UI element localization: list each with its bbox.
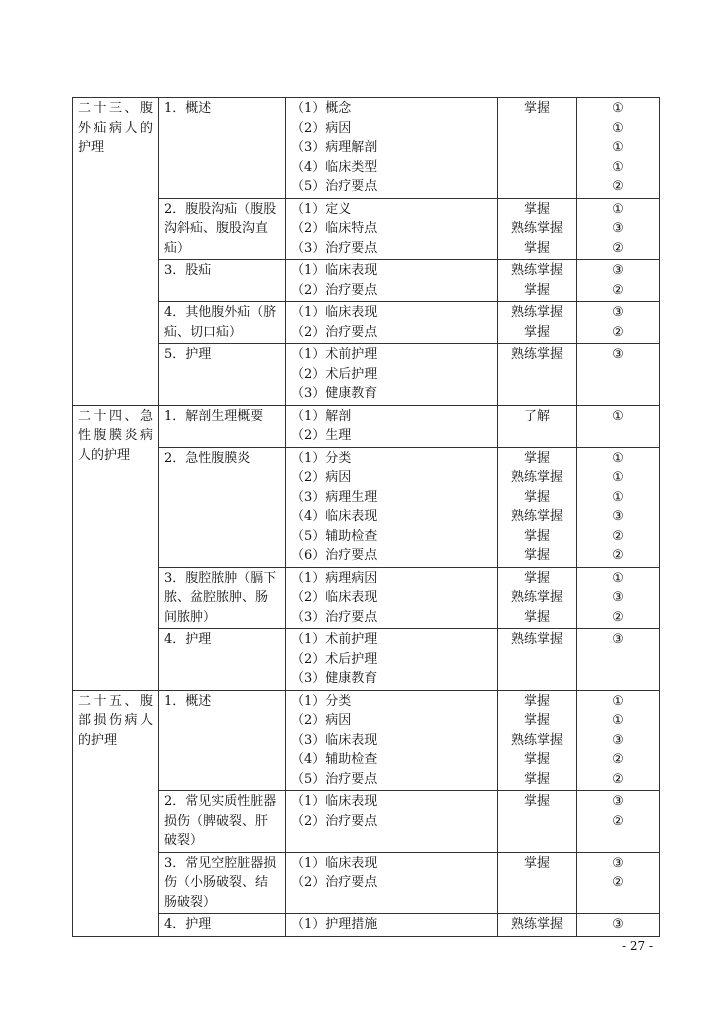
level-marker: ③ [612,855,624,871]
requirement-text: 掌握 [523,855,550,871]
level-marker: ① [612,713,624,728]
content-line: （2）治疗要点 [291,324,378,340]
requirement-text: 熟练掌握 [510,509,563,524]
level-marker: ① [612,140,624,155]
item-title: 1．概述 [159,690,286,791]
requirement-text: 熟练掌握 [510,732,563,748]
requirement-text: 熟练掌握 [510,632,563,647]
requirement-text: 掌握 [523,240,550,256]
content-line: （2）临床表现 [291,590,378,605]
level-marker: ① [612,159,624,175]
item-levels [577,447,660,567]
content-line: （1）临床表现 [291,305,378,320]
content-line: （3）病理解剖 [291,140,378,155]
item-title: 3．股疝 [159,260,286,302]
level-marker: ② [612,282,624,298]
level-marker: ② [612,609,624,625]
level-marker: ① [612,450,624,466]
item-contents [286,198,498,260]
item-levels [577,344,660,406]
content-line: （2）病因 [291,713,352,728]
content-line: （3）治疗要点 [291,240,378,256]
item-levels [577,629,660,691]
item-requirements [498,852,577,914]
item-levels [577,198,660,260]
requirement-text: 了解 [523,408,550,424]
item-title: 5．护理 [159,344,286,406]
level-marker: ① [612,470,624,485]
requirement-text: 熟练掌握 [510,590,563,605]
level-marker: ③ [612,263,624,278]
item-levels [577,260,660,302]
requirement-text: 掌握 [523,489,550,505]
item-levels [577,98,660,199]
level-marker: ① [612,408,624,424]
item-levels [577,852,660,914]
item-requirements [498,447,577,567]
item-title: 4．其他腹外疝（脐疝、切口疝） [159,302,286,344]
requirement-text: 熟练掌握 [510,917,563,932]
content-line: （3）治疗要点 [291,609,378,625]
requirement-text: 掌握 [523,450,550,466]
level-marker: ① [612,120,624,136]
level-marker: ③ [612,221,624,236]
requirement-text: 熟练掌握 [510,221,563,236]
item-contents [286,302,498,344]
item-title: 4．护理 [159,914,286,937]
item-title: 2．常见实质性脏器损伤（脾破裂、肝破裂） [159,791,286,853]
content-line: （2）术后护理 [291,366,378,382]
content-line: （3）病理生理 [291,489,378,505]
item-levels [577,914,660,937]
content-line: （1）病理病因 [291,570,378,586]
level-marker: ③ [612,347,624,362]
content-line: （2）病因 [291,470,352,485]
item-title: 1．概述 [159,98,286,199]
item-requirements [498,98,577,199]
requirement-text: 掌握 [523,713,550,728]
item-contents [286,690,498,791]
level-marker: ③ [612,917,624,932]
content-line: （2）病因 [291,120,352,136]
table-row [73,629,660,691]
unit-title: 二十三、腹外疝病人的护理 [73,98,159,406]
item-title: 4．护理 [159,629,286,691]
level-marker: ② [612,324,624,340]
item-requirements [498,914,577,937]
requirement-text: 掌握 [523,101,550,116]
level-marker: ③ [612,632,624,647]
item-contents [286,629,498,691]
content-line: （4）临床类型 [291,159,378,175]
level-marker: ② [612,240,624,256]
requirement-text: 掌握 [523,609,550,625]
requirement-text: 熟练掌握 [510,347,563,362]
content-line: （3）临床表现 [291,732,378,748]
requirement-text: 掌握 [523,528,550,544]
syllabus-table [72,97,660,937]
level-marker: ② [612,813,624,829]
content-line: （2）治疗要点 [291,875,378,890]
table-row [73,98,660,199]
level-marker: ① [612,201,624,217]
requirement-text: 熟练掌握 [510,470,563,485]
item-title: 2．急性腹膜炎 [159,447,286,567]
level-marker: ① [612,489,624,505]
content-line: （1）术前护理 [291,632,378,647]
item-requirements [498,302,577,344]
table-row [73,447,660,567]
table-row [73,690,660,791]
item-contents [286,98,498,199]
content-line: （2）治疗要点 [291,813,378,829]
content-line: （3）健康教育 [291,386,378,401]
item-title: 3．常见空腔脏器损伤（小肠破裂、结肠破裂） [159,852,286,914]
requirement-text: 掌握 [523,201,550,217]
content-line: （4）辅助检查 [291,752,378,767]
content-line: （4）临床表现 [291,509,378,524]
item-contents [286,447,498,567]
level-marker: ① [612,570,624,586]
content-line: （1）临床表现 [291,263,378,278]
content-line: （2）临床特点 [291,221,378,236]
content-line: （1）临床表现 [291,855,378,871]
level-marker: ③ [612,732,624,748]
requirement-text: 掌握 [523,282,550,298]
level-marker: ② [612,771,624,787]
item-requirements [498,405,577,447]
content-line: （1）解剖 [291,408,352,424]
content-line: （5）治疗要点 [291,179,378,194]
table-row [73,302,660,344]
item-contents [286,405,498,447]
table-row [73,567,660,629]
item-title: 3．腹腔脓肿（膈下脓、盆腔脓肿、肠间脓肿） [159,567,286,629]
item-contents [286,914,498,937]
table-row [73,405,660,447]
requirement-text: 熟练掌握 [510,305,563,320]
table-row [73,852,660,914]
content-line: （1）术前护理 [291,347,378,362]
item-contents [286,260,498,302]
requirement-text: 掌握 [523,324,550,340]
level-marker: ① [612,693,624,709]
table-row [73,260,660,302]
content-line: （1）分类 [291,693,352,709]
requirement-text: 掌握 [523,794,550,809]
requirement-text: 掌握 [523,548,550,563]
level-marker: ① [612,101,624,116]
item-levels [577,405,660,447]
content-line: （2）治疗要点 [291,282,378,298]
level-marker: ② [612,752,624,767]
item-requirements [498,791,577,853]
table-row [73,914,660,937]
table-row [73,791,660,853]
level-marker: ② [612,875,624,890]
requirement-text: 掌握 [523,570,550,586]
unit-title: 二十四、急性腹膜炎病人的护理 [73,405,159,690]
item-requirements [498,629,577,691]
content-line: （2）术后护理 [291,651,378,667]
page-number: - 27 - [622,939,654,953]
requirement-text: 掌握 [523,752,550,767]
item-requirements [498,567,577,629]
content-line: （1）分类 [291,450,352,466]
level-marker: ③ [612,509,624,524]
item-contents [286,791,498,853]
level-marker: ② [612,179,624,194]
content-line: （6）治疗要点 [291,548,378,563]
table-row [73,198,660,260]
level-marker: ② [612,528,624,544]
content-line: （1）定义 [291,201,352,217]
item-requirements [498,260,577,302]
item-levels [577,690,660,791]
item-title: 1．解剖生理概要 [159,405,286,447]
level-marker: ③ [612,590,624,605]
level-marker: ② [612,548,624,563]
requirement-text: 掌握 [523,771,550,787]
item-requirements [498,344,577,406]
content-line: （5）治疗要点 [291,771,378,787]
table-row [73,344,660,406]
content-line: （1）护理措施 [291,917,378,932]
item-contents [286,567,498,629]
level-marker: ③ [612,305,624,320]
content-line: （1）概念 [291,101,352,116]
content-line: （3）健康教育 [291,671,378,686]
item-contents [286,344,498,406]
level-marker: ③ [612,794,624,809]
content-line: （5）辅助检查 [291,528,378,544]
item-levels [577,791,660,853]
item-title: 2．腹股沟疝（腹股沟斜疝、腹股沟直疝） [159,198,286,260]
item-levels [577,302,660,344]
requirement-text: 熟练掌握 [510,263,563,278]
item-levels [577,567,660,629]
requirement-text: 掌握 [523,693,550,709]
unit-title: 二十五、腹部损伤病人的护理 [73,690,159,936]
content-line: （1）临床表现 [291,794,378,809]
item-contents [286,852,498,914]
item-requirements [498,690,577,791]
item-requirements [498,198,577,260]
content-line: （2）生理 [291,428,352,443]
